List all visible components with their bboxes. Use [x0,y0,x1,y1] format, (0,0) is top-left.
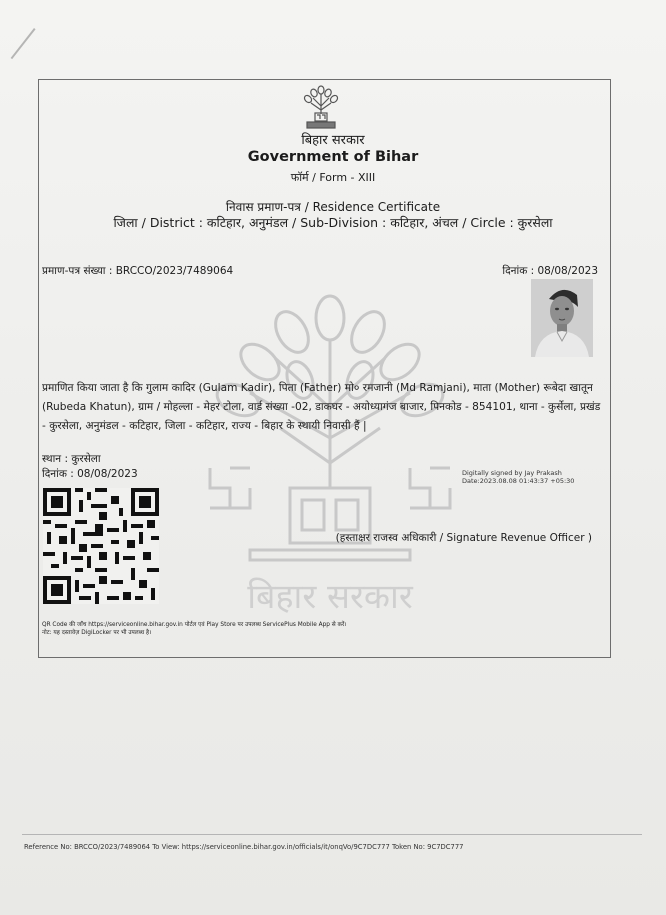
signed-by: Digitally signed by Jay Prakash [462,469,562,477]
signature-date: Date:2023.08.08 01:43:37 +05:30 [462,477,575,485]
footer-divider [22,834,642,835]
place-date: दिनांक : 08/08/2023 [42,468,138,480]
digital-signature [462,469,574,485]
watermark-text: बिहार सरकार [247,577,413,617]
issue-date: दिनांक : 08/08/2023 [502,265,598,277]
place: स्थान : कुरसेला [42,453,101,465]
digilocker-note: नोट: यह दस्तावेज़ DigiLocker पर भी उपलब्ध है। [42,630,152,636]
certificate-type: निवास प्रमाण-पत्र / Residence Certificate [225,200,441,214]
place-date-block [42,452,138,482]
applicant-photo [531,279,593,357]
qr-verification-note: QR Code की जाँच https://serviceonline.bihar.gov.in पोर्टल एवं Play Store पर उपलब्ध ServicePlus Mobile App से करें। [42,622,347,628]
watermark-emblem-icon [180,288,480,618]
government-title: Government of Bihar [247,149,419,165]
form-number: फॉर्म / Form - XIII [290,171,376,184]
signature-label: (हस्ताक्षर राजस्व अधिकारी / Signature Revenue Officer ) [335,532,592,544]
government-title-hindi: बिहार सरकार [301,133,365,148]
footer-reference: Reference No: BRCCO/2023/7489064 To View: https://serviceonline.bihar.gov.in/officials/it/onqVo/9C7DC777 Token No: 9C7DC777 [24,843,464,851]
district-line: जिला / District : कटिहार, अनुमंडल / Sub-Division : कटिहार, अंचल / Circle : कुरसेला [113,215,553,230]
notes-block [42,621,347,637]
certificate-statement: प्रमाणित किया जाता है कि गुलाम कादिर (Gulam Kadir), पिता (Father) मो० रमजानी (Md Ramjani), माता (Mother) रूबेदा खातून (Rubeda Khatun), ग्राम / मोहल्ला - मेहर टोला, वार्ड संख्या -02, डाकघर - अयोध्यागंज बाजार, पिनकोड - 854101, थाना - कुर्सेला, प्रखंड - कुरसेला, अनुमंडल - कटिहार, जिला - कटिहार, राज्य - बिहार के स्थायी निवासी हैं | [42,382,601,432]
certificate-number: प्रमाण-पत्र संख्या : BRCCO/2023/7489064 [42,265,234,277]
qr-code[interactable] [43,488,159,604]
bihar-emblem-icon [297,84,345,132]
